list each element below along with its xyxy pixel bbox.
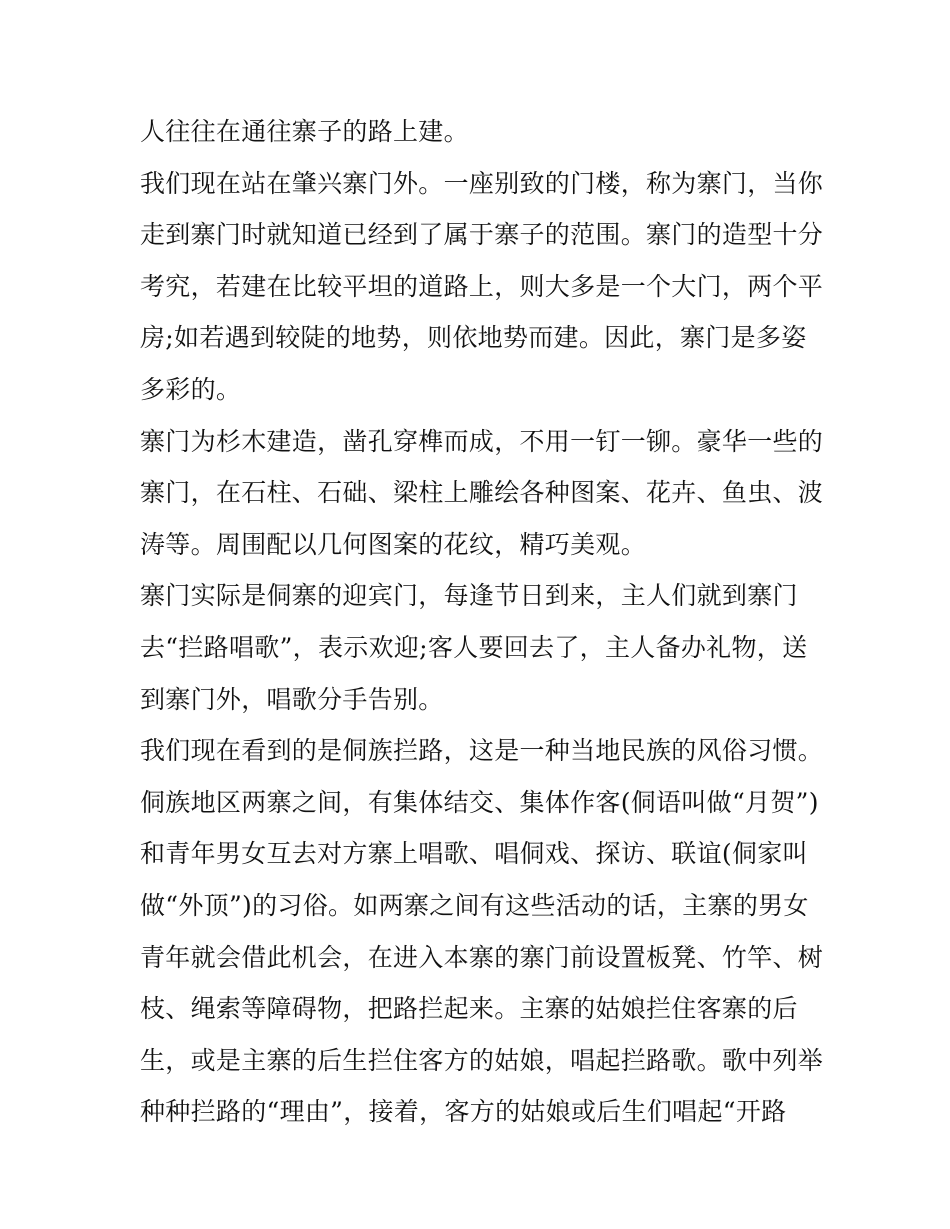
text-line: 房;如若遇到较陡的地势，则依地势而建。因此，寨门是多姿 bbox=[140, 323, 807, 353]
text-line: 做“外顶”)的习俗。如两寨之间有这些活动的话，主寨的男女 bbox=[140, 890, 809, 920]
document-body bbox=[140, 106, 830, 1138]
text-line: 寨门为杉木建造，凿孔穿榫而成，不用一钉一铆。豪华一些的 bbox=[140, 426, 824, 456]
text-line: 涛等。周围配以几何图案的花纹，精巧美观。 bbox=[140, 529, 647, 559]
text-line: 寨门，在石柱、石础、梁柱上雕绘各种图案、花卉、鱼虫、波 bbox=[140, 478, 824, 508]
text-line: 走到寨门时就知道已经到了属于寨子的范围。寨门的造型十分 bbox=[140, 220, 824, 250]
text-line: 我们现在站在肇兴寨门外。一座别致的门楼，称为寨门，当你 bbox=[140, 168, 824, 198]
text-line: 到寨门外，唱歌分手告别。 bbox=[140, 684, 444, 714]
text-line: 人往往在通往寨子的路上建。 bbox=[140, 117, 469, 146]
text-line: 侗族地区两寨之间，有集体结交、集体作客(侗语叫做“月贺”) bbox=[140, 787, 819, 817]
text-line: 枝、绳索等障碍物，把路拦起来。主寨的姑娘拦住客寨的后 bbox=[140, 994, 798, 1024]
text-line: 去“拦路唱歌”，表示欢迎;客人要回去了，主人备办礼物，送 bbox=[140, 632, 808, 662]
text-line: 我们现在看到的是侗族拦路，这是一种当地民族的风俗习惯。 bbox=[140, 736, 824, 766]
text-line: 生，或是主寨的后生拦住客方的姑娘，唱起拦路歌。歌中列举 bbox=[140, 1045, 824, 1075]
text-line: 和青年男女互去对方寨上唱歌、唱侗戏、探访、联谊(侗家叫 bbox=[140, 839, 808, 869]
text-line: 考究，若建在比较平坦的道路上，则大多是一个大门，两个平 bbox=[140, 271, 824, 301]
text-line: 寨门实际是侗寨的迎宾门，每逢节日到来，主人们就到寨门 bbox=[140, 581, 798, 611]
text-line: 青年就会借此机会，在进入本寨的寨门前设置板凳、竹竿、树 bbox=[140, 942, 824, 972]
text-line: 多彩的。 bbox=[140, 374, 242, 404]
text-line: 种种拦路的“理由”，接着，客方的姑娘或后生们唱起“开路 bbox=[140, 1097, 787, 1127]
